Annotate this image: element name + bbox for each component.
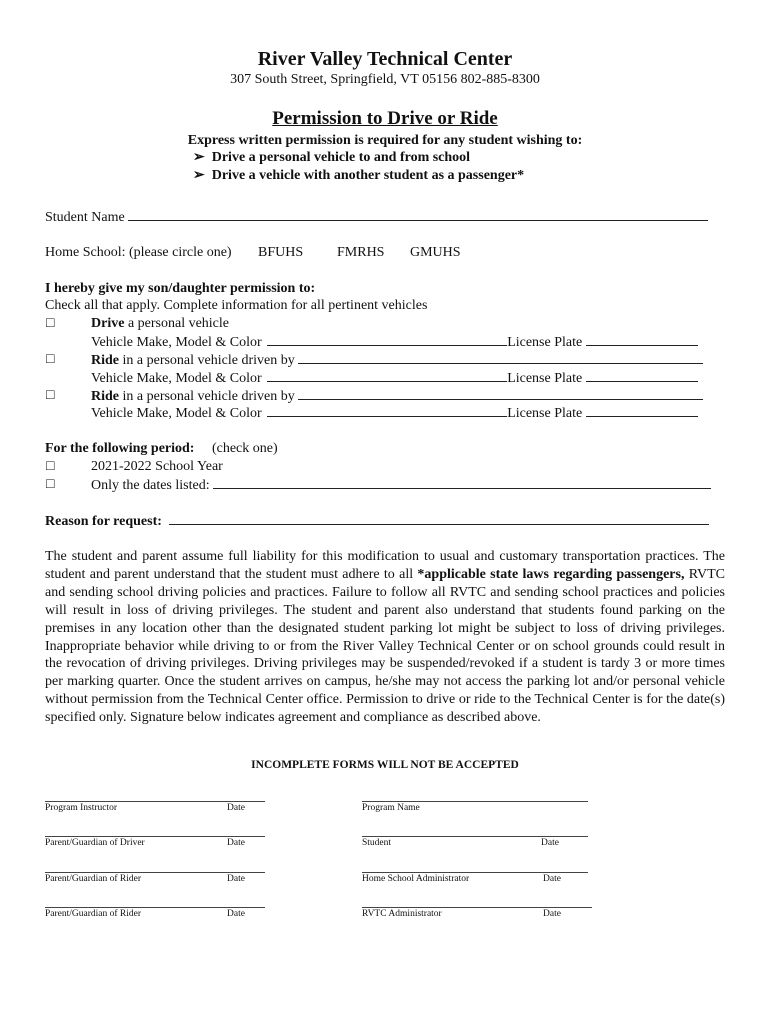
vehicle-row-1 xyxy=(91,333,698,351)
signature-line-program-name[interactable] xyxy=(362,801,588,802)
organization-address: 307 South Street, Springfield, VT 05156 802-885-8300 xyxy=(230,72,540,87)
requirement-bullet xyxy=(193,167,524,184)
option-ride-text: in a personal vehicle driven by xyxy=(119,353,295,368)
plate-field-3[interactable] xyxy=(586,404,698,417)
sig-label-parent-driver: Parent/Guardian of Driver xyxy=(45,838,145,848)
requirement-text: Drive a vehicle with another student as a passenger* xyxy=(211,168,525,183)
plate-field-1[interactable] xyxy=(586,333,698,346)
checkbox-drive[interactable]: □ xyxy=(46,316,55,331)
vehicle-row-3 xyxy=(91,404,698,422)
period-option-dates xyxy=(91,476,711,494)
reason-field[interactable] xyxy=(169,512,709,525)
school-option-bfuhs[interactable]: BFUHS xyxy=(258,245,304,260)
plate-label: License Plate xyxy=(507,335,583,350)
agreement-text-2: RVTC and sending school driving policies and practices. Failure to follow all RVTC and sending school practices and policies will result in loss of driving privileges. The student and parent also understand that students found parking on the premises in any location other than the designated student parking lot might be subject to loss of driving privileges. Inappropriate behavior while driving to or from the River Valley Technical Center or on school grounds could result in the revocation of driving privileges. Driving privileges may be suspended/revoked if a student is tardy 3 or more times per marking quarter. Once the student arrives on campus, he/she may not access the parking lot and/or personal vehicle without permission from the Technical Center office. Permission to drive or ride to the Technical Center is for the date(s) specified only. Signature below indicates agreement and compliance as described above. xyxy=(45,566,725,726)
organization-name: River Valley Technical Center xyxy=(257,48,513,70)
period-heading: For the following period: xyxy=(45,441,195,456)
checkbox-ride-2[interactable]: □ xyxy=(46,388,55,403)
student-name-row xyxy=(45,208,708,226)
permission-heading: I hereby give my son/daughter permission to: xyxy=(45,281,316,296)
sig-label-home-school-admin: Home School Administrator xyxy=(362,874,470,884)
vehicle-field-2[interactable] xyxy=(267,369,507,382)
driver-name-field-2[interactable] xyxy=(298,387,703,400)
period-option-dates-label: Only the dates listed: xyxy=(91,478,210,493)
requirement-text: Drive a personal vehicle to and from school xyxy=(211,150,471,165)
sig-date-label: Date xyxy=(227,838,245,848)
sig-date-label: Date xyxy=(543,874,561,884)
option-ride-text: in a personal vehicle driven by xyxy=(119,389,295,404)
option-ride-1 xyxy=(91,351,703,369)
dates-field[interactable] xyxy=(213,476,711,489)
sig-label-student: Student xyxy=(362,838,392,848)
home-school-label: Home School: (please circle one) xyxy=(45,245,232,260)
signature-line-parent-driver[interactable] xyxy=(45,836,265,837)
agreement-bold-text: *applicable state laws regarding passengers, xyxy=(417,566,685,582)
period-option-school-year: 2021-2022 School Year xyxy=(91,459,223,474)
form-title: Permission to Drive or Ride xyxy=(272,108,498,129)
sig-date-label: Date xyxy=(227,874,245,884)
plate-label: License Plate xyxy=(507,371,583,386)
checkbox-dates-listed[interactable]: □ xyxy=(46,477,55,492)
signature-line-home-school-admin[interactable] xyxy=(362,872,588,873)
reason-label: Reason for request: xyxy=(45,514,162,529)
plate-field-2[interactable] xyxy=(586,369,698,382)
period-row xyxy=(45,440,278,457)
school-option-gmuhs[interactable]: GMUHS xyxy=(410,245,461,260)
agreement-paragraph xyxy=(45,548,725,727)
student-name-label: Student Name xyxy=(45,210,125,225)
period-note: (check one) xyxy=(211,441,278,456)
plate-label: License Plate xyxy=(507,406,583,421)
sig-label-parent-rider: Parent/Guardian of Rider xyxy=(45,909,142,919)
arrow-bullet-icon: ➢ xyxy=(193,168,205,183)
arrow-bullet-icon: ➢ xyxy=(193,150,205,165)
requirement-bullet xyxy=(193,149,470,166)
reason-row xyxy=(45,512,709,530)
sig-date-label: Date xyxy=(227,909,245,919)
driver-name-field-1[interactable] xyxy=(298,351,703,364)
school-option-fmrhs[interactable]: FMRHS xyxy=(337,245,385,260)
signature-line-student[interactable] xyxy=(362,836,588,837)
option-ride-bold: Ride xyxy=(91,353,119,368)
vehicle-label: Vehicle Make, Model & Color xyxy=(91,406,262,421)
checkbox-school-year[interactable]: □ xyxy=(46,459,55,474)
student-name-field[interactable] xyxy=(128,208,708,221)
intro-text: Express written permission is required for any student wishing to: xyxy=(187,133,583,148)
vehicle-field-3[interactable] xyxy=(267,404,507,417)
sig-date-label: Date xyxy=(543,909,561,919)
sig-label-parent-rider: Parent/Guardian of Rider xyxy=(45,874,142,884)
option-drive xyxy=(91,315,229,332)
sig-date-label: Date xyxy=(227,803,245,813)
permission-instruction: Check all that apply. Complete information for all pertinent vehicles xyxy=(45,298,428,313)
signature-line-parent-rider-2[interactable] xyxy=(45,907,265,908)
sig-label-rvtc-admin: RVTC Administrator xyxy=(362,909,442,919)
signature-line-parent-rider-1[interactable] xyxy=(45,872,265,873)
option-ride-bold: Ride xyxy=(91,389,119,404)
signature-line-rvtc-admin[interactable] xyxy=(362,907,592,908)
sig-label-program-instructor: Program Instructor xyxy=(45,803,118,813)
incomplete-forms-warning: INCOMPLETE FORMS WILL NOT BE ACCEPTED xyxy=(251,759,519,771)
vehicle-label: Vehicle Make, Model & Color xyxy=(91,335,262,350)
agreement-text-1: The student and parent assume full liability for this modification to usual and customary transportation practices. The student and parent understand that the student must adhere to all xyxy=(45,549,725,582)
signature-line-instructor[interactable] xyxy=(45,801,265,802)
sig-date-label: Date xyxy=(541,838,559,848)
option-drive-bold: Drive xyxy=(91,316,125,331)
vehicle-row-2 xyxy=(91,369,698,387)
sig-label-program-name: Program Name xyxy=(362,803,420,813)
vehicle-label: Vehicle Make, Model & Color xyxy=(91,371,262,386)
option-drive-text: a personal vehicle xyxy=(124,316,229,331)
option-ride-2 xyxy=(91,387,703,405)
checkbox-ride-1[interactable]: □ xyxy=(46,352,55,367)
vehicle-field-1[interactable] xyxy=(267,333,507,346)
